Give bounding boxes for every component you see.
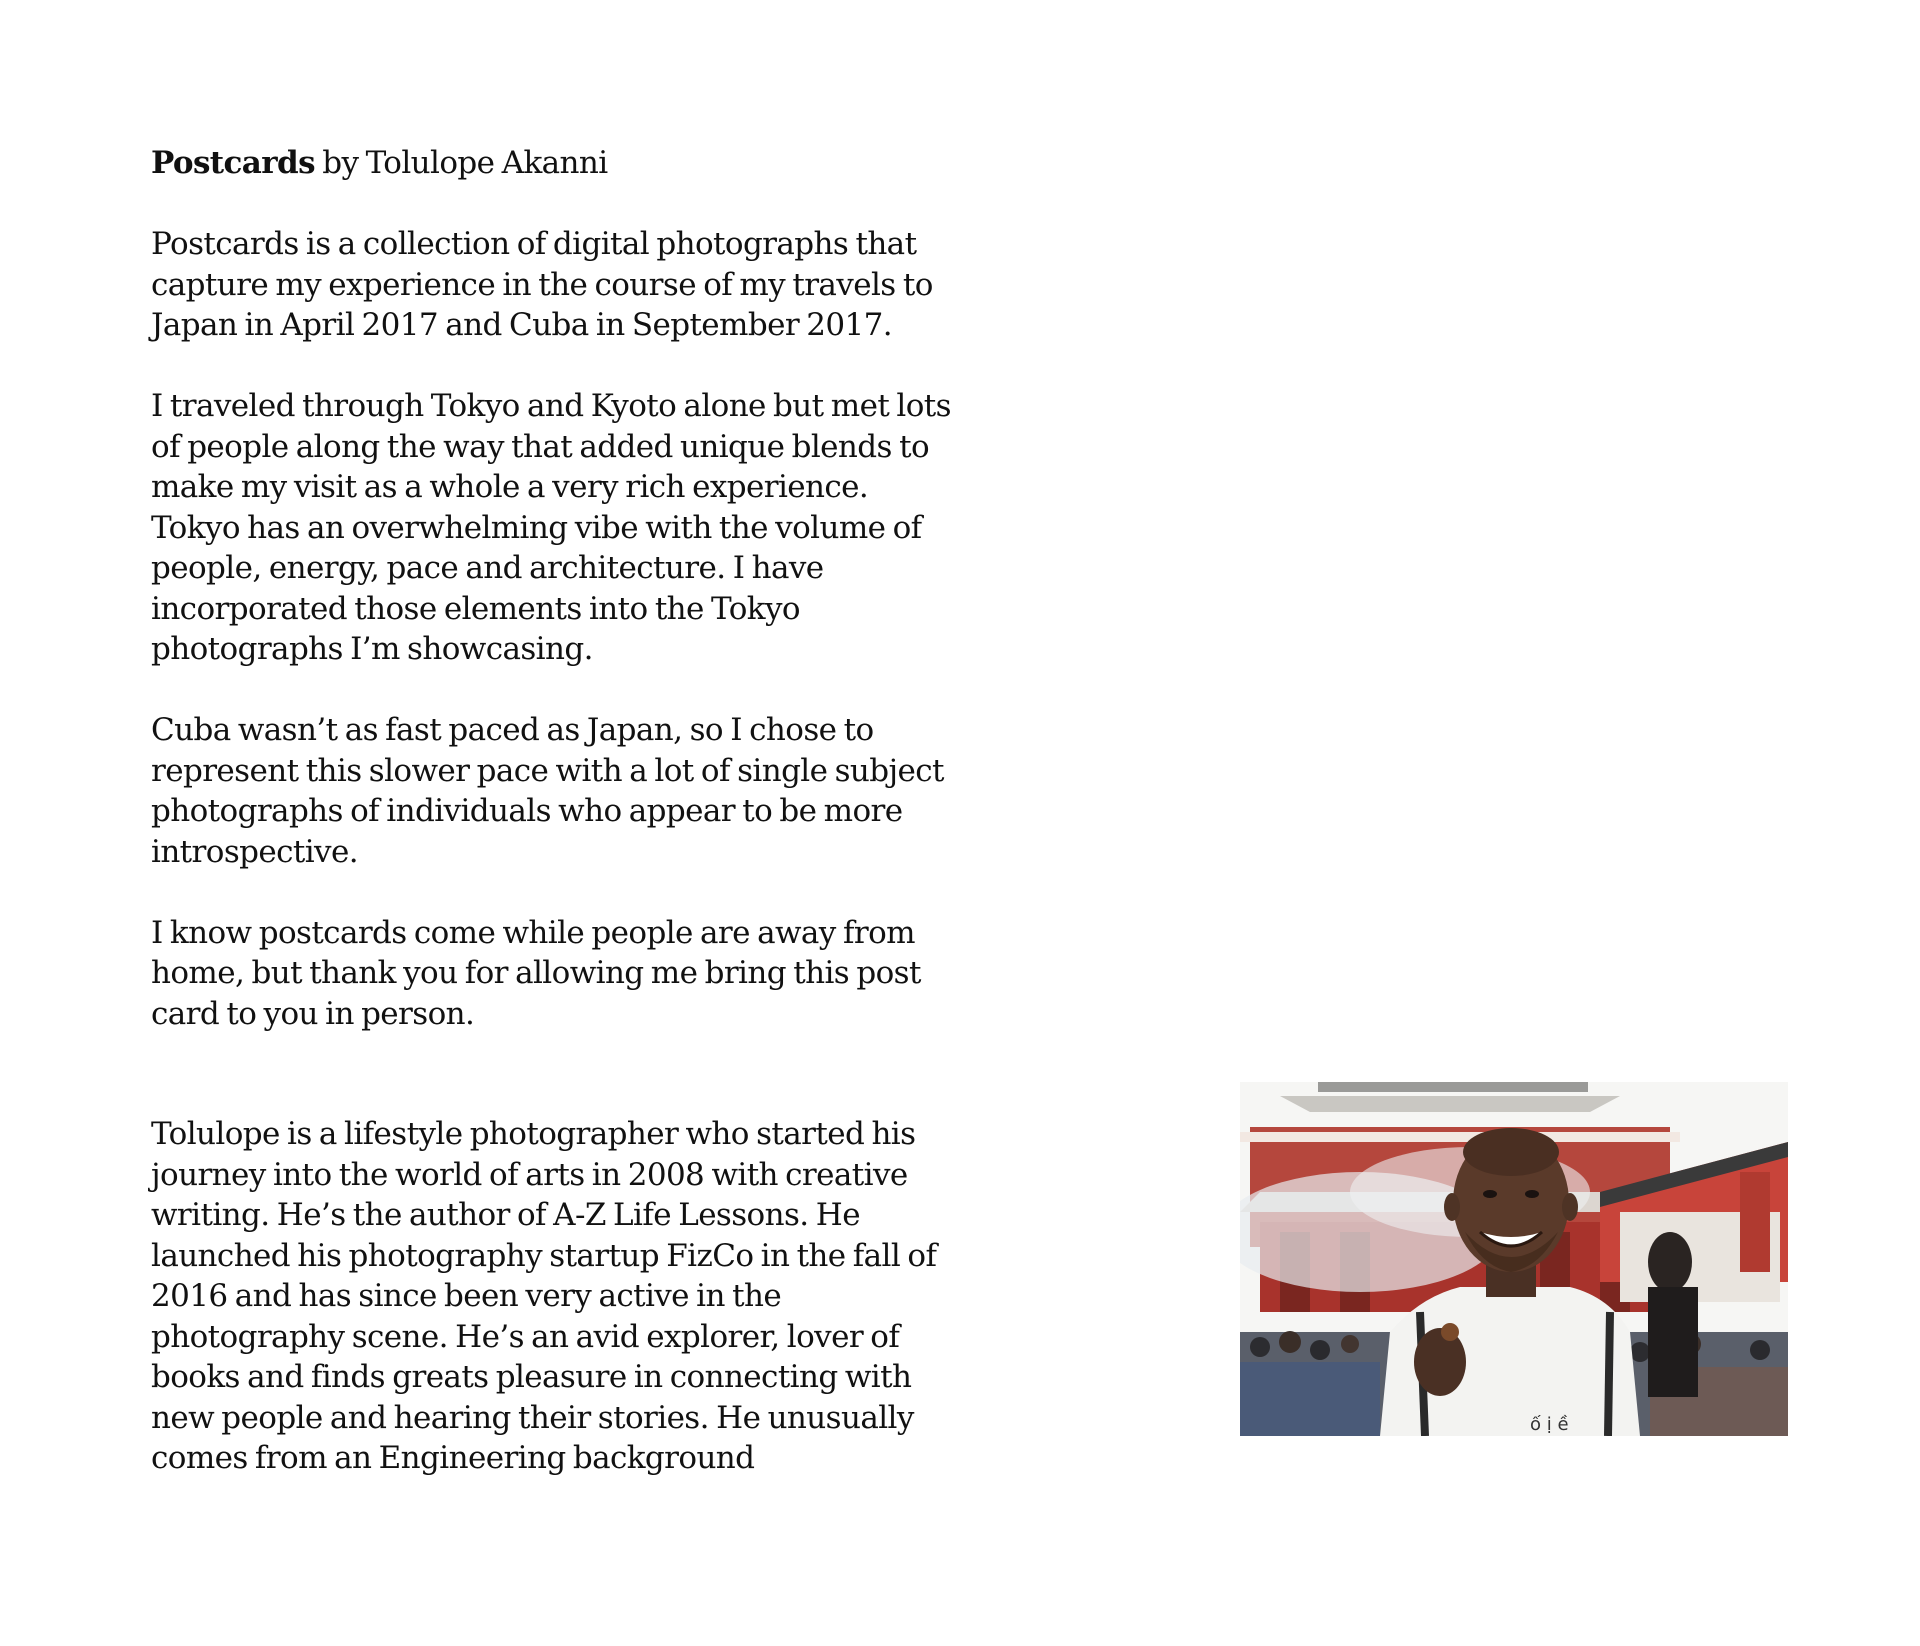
- svg-text:ố ị ề: ố ị ề: [1530, 1414, 1569, 1435]
- paragraph-cuba: Cuba wasn’t as fast paced as Japan, so I chose to represent this slower pace with a lot of single subject photographs of individuals who appear to be more introspective.: [151, 712, 944, 870]
- title-byline: by Tolulope Akanni: [314, 145, 608, 181]
- paragraph-intro: Postcards is a collection of digital photographs that capture my experience in the course of my travels to Japan in April 2017 and Cuba in September 2017.: [151, 226, 933, 343]
- portrait-illustration: [1240, 1082, 1788, 1436]
- statement-text-column: [151, 143, 1051, 1479]
- artist-bio: Tolulope is a lifestyle photographer who started his journey into the world of arts in 2008 with creative writing. He’s the author of A-Z Life Lessons. He launched his photography startup FizCo in the fall of 2016 and has since been very active in the photography scene. He’s an avid explorer, lover of books and finds greats pleasure in connecting with new people and hearing their stories. He unusually comes from an Engineering background: [151, 1116, 937, 1476]
- paragraph-japan: I traveled through Tokyo and Kyoto alone but met lots of people along the way that added unique blends to make my visit as a whole a very rich experience. Tokyo has an overwhelming vibe with the volume of people, energy, pace and architecture. I have incorporated those elements into the Tokyo photographs I’m showcasing.: [151, 388, 951, 667]
- title-name: Postcards: [151, 145, 315, 181]
- paragraph-thanks: I know postcards come while people are away from home, but thank you for allowing me bring this post card to you in person.: [151, 914, 921, 1032]
- artist-portrait-photo: [1240, 1082, 1788, 1436]
- document-title: [151, 143, 1051, 184]
